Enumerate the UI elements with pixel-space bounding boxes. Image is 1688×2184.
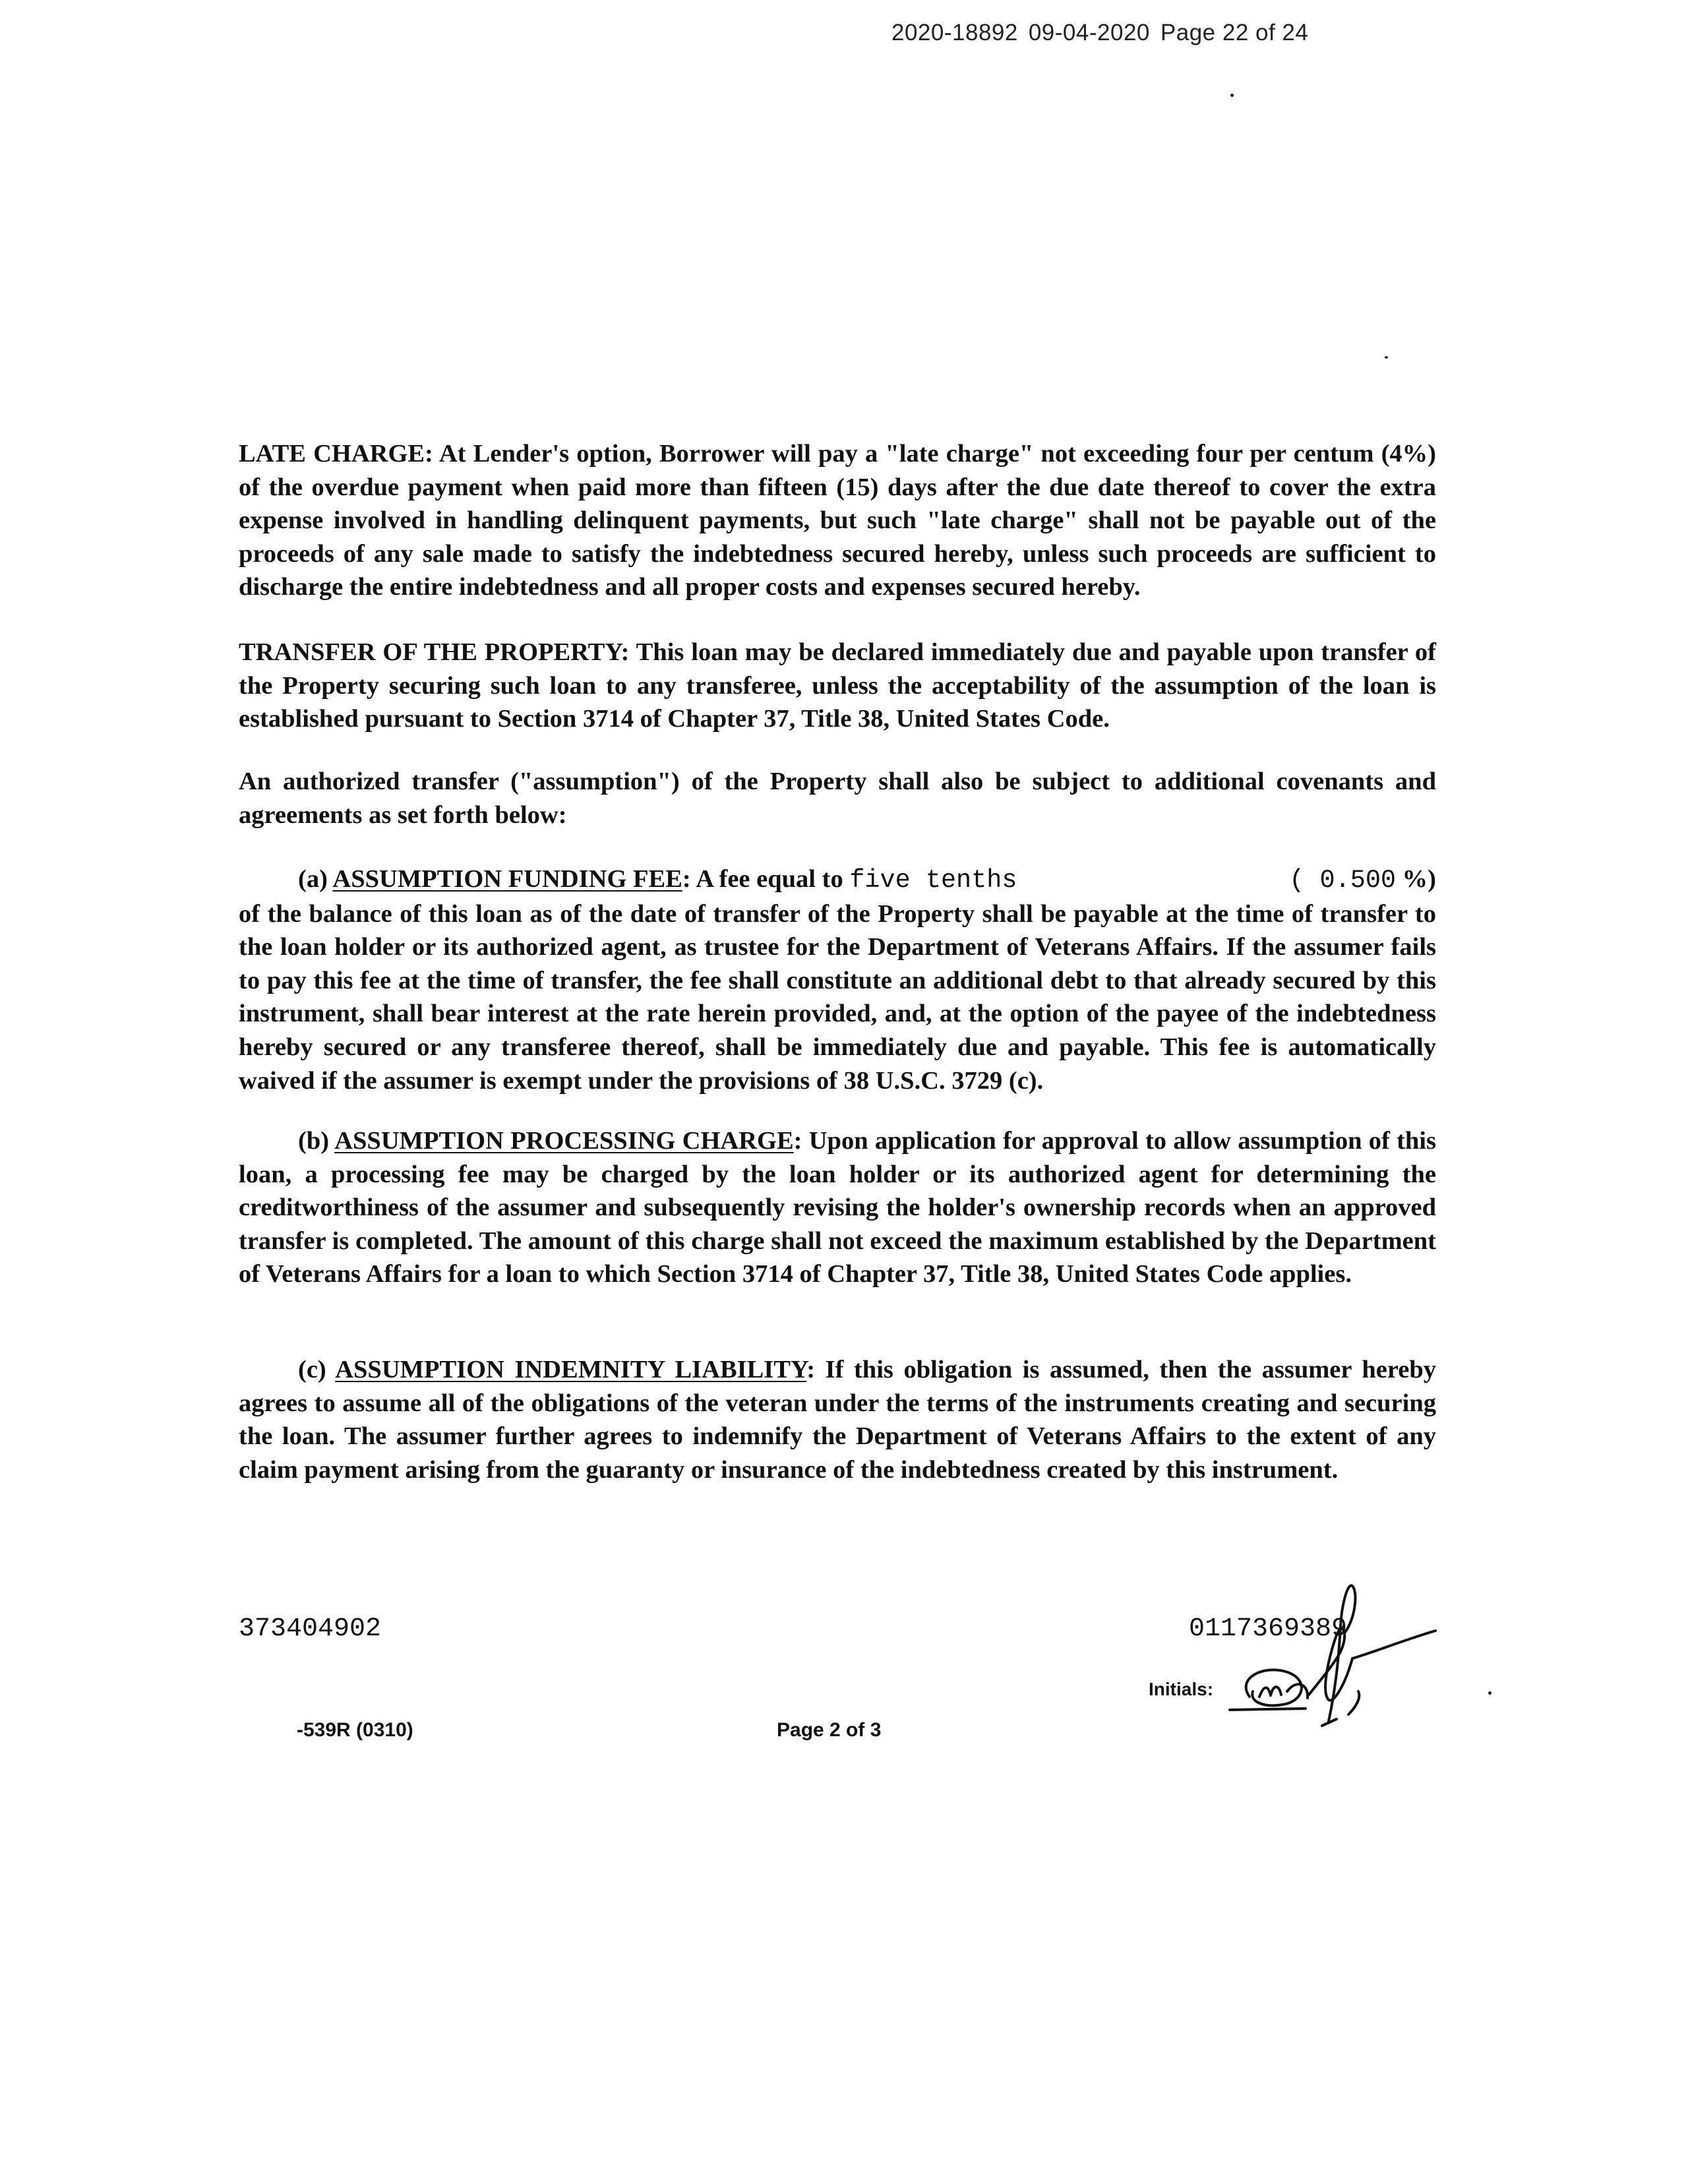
processing-charge-section xyxy=(239,1124,1436,1291)
loan-number-left: 373404902 xyxy=(239,1614,382,1644)
initials-label: Initials: xyxy=(1149,1679,1214,1699)
late-charge-heading: LATE CHARGE: xyxy=(239,440,433,468)
scan-speck xyxy=(1488,1691,1492,1695)
funding-fee-heading: ASSUMPTION FUNDING FEE xyxy=(332,865,682,893)
recording-stamp xyxy=(891,20,1308,46)
funding-fee-amount-words: five tenths xyxy=(849,866,1017,895)
indemnity-label: (c) xyxy=(298,1356,336,1383)
page-indicator: Page 22 of 24 xyxy=(1160,20,1309,46)
processing-charge-heading: ASSUMPTION PROCESSING CHARGE xyxy=(334,1127,794,1155)
funding-fee-section xyxy=(239,863,1436,1097)
recording-date: 09-04-2020 xyxy=(1028,20,1150,46)
loan-number-right: 0117369389 xyxy=(1189,1614,1348,1644)
funding-fee-lead: : A fee equal to xyxy=(682,865,850,893)
late-charge-text: At Lender's option, Borrower will pay a "late charge" not exceeding four per centum (4%) of the overdue payment when paid more than fifteen (15) days after the due date thereof to cover the extra expense involved in handling delinquent payments, but such "late charge" shall not be payable out of the proceeds of any sale made to satisfy the indebtedness secured hereby, unless such proceeds are sufficient to discharge the entire indebtedness and all proper costs and expenses secured hereby. xyxy=(239,440,1436,601)
transfer-text: This loan may be declared immediately due and payable upon transfer of the Property securing such loan to any transferee, unless the acceptability of the assumption of the loan is established pursuant to Section 3714 of Chapter 37, Title 38, United States Code. xyxy=(239,638,1436,733)
scan-speck xyxy=(1230,94,1234,97)
funding-fee-percent-value: 0.500 xyxy=(1319,866,1397,895)
document-number: 2020-18892 xyxy=(891,20,1018,46)
indemnity-text: : If this obligation is assumed, then the assumer hereby agrees to assume all of the obligations of the veteran under the terms of the instruments creating and securing the loan. The assumer further agrees to indemnify the Department of Veterans Affairs to the extent of any claim payment arising from the guaranty or insurance of the indebtedness created by this instrument. xyxy=(239,1356,1436,1484)
funding-fee-percent-open: ( xyxy=(1289,866,1320,895)
late-charge-section xyxy=(239,437,1436,604)
funding-fee-label: (a) xyxy=(298,865,333,893)
transfer-heading: TRANSFER OF THE PROPERTY: xyxy=(239,638,630,666)
indemnity-section xyxy=(239,1353,1436,1486)
scan-speck xyxy=(1385,356,1388,359)
page-number: Page 2 of 3 xyxy=(777,1719,882,1741)
form-code: -539R (0310) xyxy=(297,1719,413,1741)
authorized-transfer-section xyxy=(239,765,1436,832)
funding-fee-percent xyxy=(1289,863,1436,897)
processing-charge-text: : Upon application for approval to allow assumption of this loan, a processing fee may be charged by the loan holder or its authorized agent for determining the creditworthiness of the assumer and subsequently revising the holder's ownership records when an approved transfer is completed. The amount of this charge shall not exceed the maximum established by the Department of Veterans Affairs for a loan to which Section 3714 of Chapter 37, Title 38, United States Code applies. xyxy=(239,1127,1436,1289)
processing-charge-label: (b) xyxy=(298,1127,335,1155)
handwritten-initials-signature xyxy=(1223,1579,1461,1751)
transfer-section xyxy=(239,636,1436,736)
funding-fee-text: of the balance of this loan as of the date of transfer of the Property shall be payable at the time of transfer to the loan holder or its authorized agent, as trustee for the Department of Veterans Affairs. If the assumer fails to pay this fee at the time of transfer, the fee shall constitute an additional debt to that already secured by this instrument, shall bear interest at the rate herein provided, and, at the option of the payee of the indebtedness hereby secured or any transferee thereof, shall be immediately due and payable. This fee is automatically waived if the assumer is exempt under the provisions of 38 U.S.C. 3729 (c). xyxy=(239,899,1436,1095)
authorized-transfer-text: An authorized transfer ("assumption") of the Property shall also be subject to additional covenants and agreements as set forth below: xyxy=(239,768,1436,829)
indemnity-heading: ASSUMPTION INDEMNITY LIABILITY xyxy=(335,1356,807,1383)
funding-fee-percent-close: %) xyxy=(1396,865,1436,893)
